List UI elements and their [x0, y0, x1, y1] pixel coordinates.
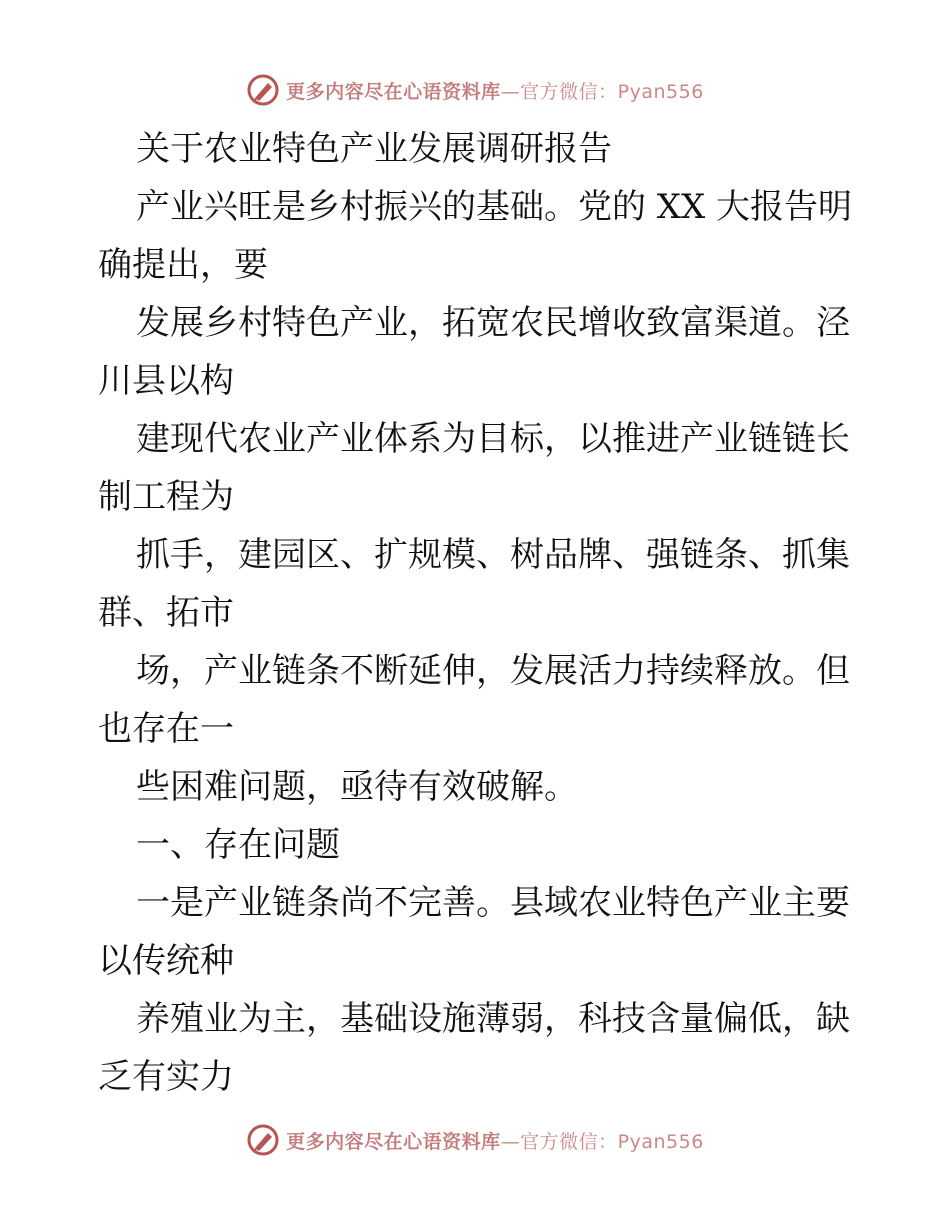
section-heading: 一、存在问题 [136, 825, 340, 865]
watermark-sub-text: —官方微信：Pyan556 [500, 80, 704, 103]
text-line: 建现代农业产业体系为目标，以推进产业链链长 [136, 419, 850, 459]
text-line: 川县以构 [98, 361, 234, 401]
watermark-footer [0, 1120, 950, 1160]
text-line: 以传统种 [98, 941, 234, 981]
text-line: 养殖业为主，基础设施薄弱，科技含量偏低，缺 [136, 999, 850, 1039]
pen-logo-icon [246, 73, 280, 107]
text-line: 制工程为 [98, 477, 234, 517]
watermark-main-text: 更多内容尽在心语资料库 [286, 1130, 501, 1153]
text-line: 一是产业链条尚不完善。县域农业特色产业主要 [136, 883, 850, 923]
document-title: 关于农业特色产业发展调研报告 [136, 129, 612, 169]
watermark-text [286, 1127, 704, 1154]
text-line: 乏有实力 [98, 1057, 234, 1097]
text-line: 产业兴旺是乡村振兴的基础。党的 XX 大报告明 [136, 187, 853, 227]
watermark-header [0, 70, 950, 110]
text-line: 场，产业链条不断延伸，发展活力持续释放。但 [136, 651, 850, 691]
document-body [98, 120, 858, 1106]
text-line: 也存在一 [98, 709, 234, 749]
text-line: 群、拓市 [98, 593, 234, 633]
text-line: 些困难问题，亟待有效破解。 [136, 767, 578, 807]
watermark-sub-text: —官方微信：Pyan556 [500, 1130, 704, 1153]
pen-logo-icon [246, 1123, 280, 1157]
text-line: 发展乡村特色产业，拓宽农民增收致富渠道。泾 [136, 303, 850, 343]
text-line: 抓手，建园区、扩规模、树品牌、强链条、抓集 [136, 535, 850, 575]
watermark-main-text: 更多内容尽在心语资料库 [286, 80, 501, 103]
text-line: 确提出，要 [98, 245, 268, 285]
watermark-text [286, 77, 704, 104]
